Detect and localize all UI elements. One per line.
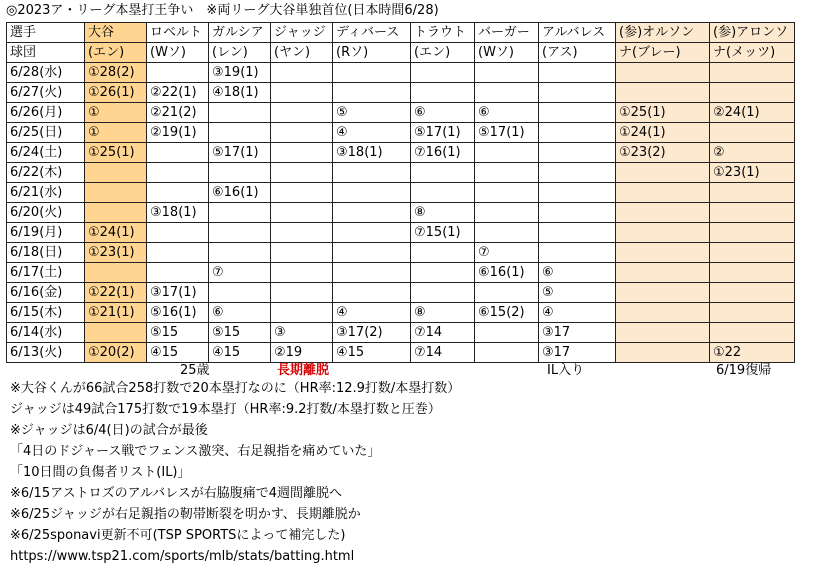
table-row xyxy=(7,123,795,143)
table-cell[interactable]: ②19 xyxy=(271,343,333,363)
table-cell[interactable]: ①23(2) xyxy=(616,143,710,163)
table-cell[interactable]: ⑥16(1) xyxy=(209,183,271,203)
table-cell[interactable] xyxy=(85,263,147,283)
table-cell[interactable]: ③18(1) xyxy=(333,143,411,163)
table-cell[interactable] xyxy=(710,63,795,83)
table-row xyxy=(7,203,795,223)
table-cell[interactable] xyxy=(85,163,147,183)
table-row xyxy=(7,303,795,323)
footer-il-label: IL入り xyxy=(547,363,585,378)
table-cell[interactable] xyxy=(710,203,795,223)
table-cell[interactable] xyxy=(333,263,411,283)
table-cell[interactable] xyxy=(710,123,795,143)
table-row xyxy=(7,283,795,303)
table-cell[interactable] xyxy=(271,103,333,123)
table-cell[interactable]: ②19(1) xyxy=(147,123,209,143)
table-cell[interactable] xyxy=(147,223,209,243)
table-row xyxy=(7,163,795,183)
table-cell[interactable]: 選手 xyxy=(7,23,85,43)
table-cell[interactable] xyxy=(85,183,147,203)
table-cell[interactable]: 球団 xyxy=(7,43,85,63)
table-cell[interactable]: 6/16(金) xyxy=(7,283,85,303)
table-cell[interactable]: ⑥ xyxy=(539,263,616,283)
table-cell[interactable]: ① xyxy=(85,123,147,143)
table-cell[interactable]: 6/18(日) xyxy=(7,243,85,263)
table-cell[interactable]: ① xyxy=(85,103,147,123)
table-cell[interactable] xyxy=(411,283,475,303)
table-cell[interactable] xyxy=(411,163,475,183)
table-row xyxy=(7,223,795,243)
table-cell[interactable] xyxy=(616,283,710,303)
table-cell[interactable] xyxy=(333,83,411,103)
table-cell[interactable] xyxy=(411,183,475,203)
table-cell[interactable] xyxy=(475,163,539,183)
table-cell[interactable] xyxy=(147,63,209,83)
table-cell[interactable] xyxy=(475,143,539,163)
table-cell[interactable]: ⑤15 xyxy=(147,323,209,343)
table-cell[interactable]: (参)オルソン xyxy=(616,23,710,43)
table-cell[interactable] xyxy=(271,163,333,183)
table-cell[interactable]: ④ xyxy=(333,123,411,143)
table-cell[interactable] xyxy=(209,283,271,303)
table-cell[interactable] xyxy=(710,83,795,103)
table-cell[interactable]: (Rソ) xyxy=(333,43,411,63)
table-cell[interactable] xyxy=(271,303,333,323)
table-cell[interactable]: ①22 xyxy=(710,343,795,363)
table-cell[interactable]: ⑦ xyxy=(475,243,539,263)
table-cell[interactable]: トラウト xyxy=(411,23,475,43)
table-cell[interactable]: 6/25(日) xyxy=(7,123,85,143)
table-cell[interactable]: (エン) xyxy=(85,43,147,63)
table-cell[interactable]: ②22(1) xyxy=(147,83,209,103)
table-row xyxy=(7,263,795,283)
table-cell[interactable]: 6/14(水) xyxy=(7,323,85,343)
note-line: 「10日間の負傷者リスト(IL)」 xyxy=(10,465,191,480)
table-cell[interactable] xyxy=(271,263,333,283)
table-cell[interactable]: ⑥15(2) xyxy=(475,303,539,323)
table-cell[interactable] xyxy=(333,223,411,243)
table-cell[interactable] xyxy=(333,163,411,183)
table-cell[interactable] xyxy=(147,183,209,203)
table-cell[interactable]: ⑤17(1) xyxy=(475,123,539,143)
table-cell[interactable] xyxy=(209,223,271,243)
home-run-race-table xyxy=(6,22,795,363)
table-cell[interactable]: (Wソ) xyxy=(475,43,539,63)
table-cell[interactable] xyxy=(271,123,333,143)
table-cell[interactable] xyxy=(616,223,710,243)
table-cell[interactable]: ⑥16(1) xyxy=(475,263,539,283)
table-row xyxy=(7,143,795,163)
table-cell[interactable] xyxy=(475,323,539,343)
note-line: ジャッジは49試合175打数で19本塁打（HR率:9.2打数/本塁打数と圧巻） xyxy=(10,402,441,417)
table-cell[interactable] xyxy=(710,283,795,303)
table-cell[interactable]: ④15 xyxy=(147,343,209,363)
table-row xyxy=(7,83,795,103)
table-cell[interactable] xyxy=(333,283,411,303)
table-cell[interactable]: ②24(1) xyxy=(710,103,795,123)
table-cell[interactable] xyxy=(333,243,411,263)
table-cell[interactable] xyxy=(147,263,209,283)
table-cell[interactable] xyxy=(539,103,616,123)
note-line: 「4日のドジャース戦でフェンス激突、右足親指を痛めていた」 xyxy=(10,444,381,459)
table-cell[interactable] xyxy=(271,63,333,83)
table-cell[interactable]: (アス) xyxy=(539,43,616,63)
table-cell[interactable] xyxy=(333,203,411,223)
table-cell[interactable]: (参)アロンソ xyxy=(710,23,795,43)
table-cell[interactable]: ② xyxy=(710,143,795,163)
table-cell[interactable] xyxy=(616,323,710,343)
table-cell[interactable] xyxy=(411,263,475,283)
table-cell[interactable] xyxy=(616,163,710,183)
table-cell[interactable]: 6/24(土) xyxy=(7,143,85,163)
table-cell[interactable]: ⑤17(1) xyxy=(209,143,271,163)
table-cell[interactable]: ⑦16(1) xyxy=(411,143,475,163)
table-cell[interactable] xyxy=(147,163,209,183)
table-cell[interactable]: バーガー xyxy=(475,23,539,43)
table-cell[interactable] xyxy=(271,83,333,103)
table-cell[interactable] xyxy=(271,183,333,203)
table-cell[interactable]: ①24(1) xyxy=(616,123,710,143)
table-cell[interactable] xyxy=(85,323,147,343)
table-cell[interactable] xyxy=(616,343,710,363)
table-cell[interactable] xyxy=(539,83,616,103)
table-cell[interactable]: ナ(メッツ) xyxy=(710,43,795,63)
table-cell[interactable]: ⑥ xyxy=(209,303,271,323)
table-cell[interactable]: 6/13(火) xyxy=(7,343,85,363)
table-cell[interactable]: ジャッジ xyxy=(271,23,333,43)
table-cell[interactable]: ①23(1) xyxy=(85,243,147,263)
table-cell[interactable]: 6/20(火) xyxy=(7,203,85,223)
table-cell[interactable] xyxy=(710,323,795,343)
table-cell[interactable]: (ヤン) xyxy=(271,43,333,63)
table-cell[interactable]: ⑤17(1) xyxy=(411,123,475,143)
table-cell[interactable]: ⑦14 xyxy=(411,323,475,343)
table-cell[interactable] xyxy=(710,303,795,323)
table-cell[interactable]: ⑥ xyxy=(411,103,475,123)
table-cell[interactable]: ⑤16(1) xyxy=(147,303,209,323)
table-cell[interactable] xyxy=(271,223,333,243)
table-cell[interactable]: ③17 xyxy=(539,323,616,343)
table-cell[interactable]: 6/26(月) xyxy=(7,103,85,123)
table-cell[interactable] xyxy=(85,203,147,223)
table-cell[interactable] xyxy=(616,203,710,223)
table-cell[interactable]: 6/19(月) xyxy=(7,223,85,243)
table-cell[interactable]: ③17(1) xyxy=(147,283,209,303)
table-cell[interactable]: ③ xyxy=(271,323,333,343)
table-cell[interactable]: ①21(1) xyxy=(85,303,147,323)
table-row xyxy=(7,183,795,203)
table-cell[interactable]: ④18(1) xyxy=(209,83,271,103)
table-cell[interactable]: 6/27(火) xyxy=(7,83,85,103)
table-cell[interactable] xyxy=(539,143,616,163)
table-cell[interactable] xyxy=(475,223,539,243)
table-cell[interactable] xyxy=(539,183,616,203)
table-cell[interactable] xyxy=(539,243,616,263)
table-cell[interactable]: ①20(2) xyxy=(85,343,147,363)
header-row-teams xyxy=(7,43,795,63)
table-cell[interactable] xyxy=(616,303,710,323)
table-row xyxy=(7,243,795,263)
table-cell[interactable]: ⑧ xyxy=(411,203,475,223)
table-cell[interactable]: 大谷 xyxy=(85,23,147,43)
footer-return-label: 6/19復帰 xyxy=(716,363,772,378)
table-cell[interactable]: ガルシア xyxy=(209,23,271,43)
table-cell[interactable]: ⑤ xyxy=(539,283,616,303)
table-cell[interactable]: ①23(1) xyxy=(710,163,795,183)
table-row xyxy=(7,323,795,343)
table-cell[interactable]: ロベルト xyxy=(147,23,209,43)
table-cell[interactable] xyxy=(475,83,539,103)
table-cell[interactable]: ①25(1) xyxy=(85,143,147,163)
table-cell[interactable] xyxy=(616,63,710,83)
table-cell[interactable]: ⑤ xyxy=(333,103,411,123)
table-cell[interactable] xyxy=(710,223,795,243)
table-cell[interactable] xyxy=(209,203,271,223)
table-cell[interactable] xyxy=(271,143,333,163)
table-cell[interactable]: ③19(1) xyxy=(209,63,271,83)
table-cell[interactable]: ④ xyxy=(539,303,616,323)
table-row xyxy=(7,103,795,123)
note-line: ※大谷くんが66試合258打数で20本塁打なのに（HR率:12.9打数/本塁打数） xyxy=(10,381,461,396)
table-cell[interactable]: ⑧ xyxy=(411,303,475,323)
table-cell[interactable] xyxy=(539,203,616,223)
table-cell[interactable]: (レン) xyxy=(209,43,271,63)
table-cell[interactable] xyxy=(271,203,333,223)
note-line: ※6/25sponavi更新不可(TSP SPORTSによって補完した) xyxy=(10,528,346,543)
table-cell[interactable] xyxy=(209,163,271,183)
table-cell[interactable] xyxy=(539,63,616,83)
table-cell[interactable]: ③17(2) xyxy=(333,323,411,343)
table-cell[interactable]: (Wソ) xyxy=(147,43,209,63)
table-cell[interactable] xyxy=(710,263,795,283)
table-cell[interactable] xyxy=(539,123,616,143)
footer-age-label: 25歳 xyxy=(180,363,210,378)
table-cell[interactable]: ④15 xyxy=(209,343,271,363)
table-cell[interactable] xyxy=(271,243,333,263)
table-cell[interactable] xyxy=(616,183,710,203)
table-cell[interactable] xyxy=(411,83,475,103)
footer-absence-label: 長期離脱 xyxy=(277,363,330,378)
table-cell[interactable] xyxy=(539,163,616,183)
table-cell[interactable]: ⑥ xyxy=(475,103,539,123)
table-row xyxy=(7,63,795,83)
note-line: ※6/25ジャッジが右足親指の靭帯断裂を明かす、長期離脱か xyxy=(10,507,361,522)
table-cell[interactable] xyxy=(209,243,271,263)
table-cell[interactable]: ディバース xyxy=(333,23,411,43)
table-cell[interactable] xyxy=(616,263,710,283)
table-cell[interactable] xyxy=(475,183,539,203)
header-row-players xyxy=(7,23,795,43)
table-cell[interactable]: ③17 xyxy=(539,343,616,363)
table-cell[interactable]: アルバレス xyxy=(539,23,616,43)
table-cell[interactable] xyxy=(209,123,271,143)
table-cell[interactable] xyxy=(475,283,539,303)
table-cell[interactable]: 6/22(木) xyxy=(7,163,85,183)
table-cell[interactable]: ①25(1) xyxy=(616,103,710,123)
table-cell[interactable]: ⑦14 xyxy=(411,343,475,363)
table-cell[interactable]: ③18(1) xyxy=(147,203,209,223)
table-cell[interactable]: ④15 xyxy=(333,343,411,363)
table-cell[interactable] xyxy=(147,243,209,263)
table-cell[interactable]: ナ(ブレー) xyxy=(616,43,710,63)
table-cell[interactable]: 6/15(木) xyxy=(7,303,85,323)
table-cell[interactable]: (エン) xyxy=(411,43,475,63)
table-cell[interactable] xyxy=(411,63,475,83)
table-cell[interactable] xyxy=(271,283,333,303)
table-cell[interactable] xyxy=(539,223,616,243)
note-line: ※ジャッジは6/4(日)の試合が最後 xyxy=(10,423,208,438)
table-cell[interactable]: ①22(1) xyxy=(85,283,147,303)
table-cell[interactable] xyxy=(710,183,795,203)
table-cell[interactable]: ⑦15(1) xyxy=(411,223,475,243)
table-cell[interactable] xyxy=(411,243,475,263)
table-cell[interactable] xyxy=(147,143,209,163)
note-line: ※6/15アストロズのアルバレスが右脇腹痛で4週間離脱へ xyxy=(10,486,343,501)
table-cell[interactable] xyxy=(710,243,795,263)
table-cell[interactable]: ①28(2) xyxy=(85,63,147,83)
sheet-title: ◎2023ア・リーグ本塁打王争い ※両リーグ大谷単独首位(日本時間6/28) xyxy=(6,3,439,18)
table-cell[interactable]: ①24(1) xyxy=(85,223,147,243)
table-cell[interactable] xyxy=(475,203,539,223)
table-cell[interactable]: 6/17(土) xyxy=(7,263,85,283)
table-cell[interactable]: ④ xyxy=(333,303,411,323)
table-cell[interactable]: ①26(1) xyxy=(85,83,147,103)
table-cell[interactable] xyxy=(333,183,411,203)
table-cell[interactable] xyxy=(475,63,539,83)
table-cell[interactable] xyxy=(209,103,271,123)
table-cell[interactable]: 6/28(水) xyxy=(7,63,85,83)
source-url[interactable]: https://www.tsp21.com/sports/mlb/stats/batting.html xyxy=(10,549,355,564)
table-cell[interactable] xyxy=(333,63,411,83)
table-cell[interactable] xyxy=(475,343,539,363)
table-row xyxy=(7,343,795,363)
table-cell[interactable]: ⑦ xyxy=(209,263,271,283)
table-cell[interactable] xyxy=(616,83,710,103)
table-cell[interactable]: 6/21(水) xyxy=(7,183,85,203)
table-cell[interactable]: ⑤15 xyxy=(209,323,271,343)
table-cell[interactable]: ②21(2) xyxy=(147,103,209,123)
table-cell[interactable] xyxy=(616,243,710,263)
